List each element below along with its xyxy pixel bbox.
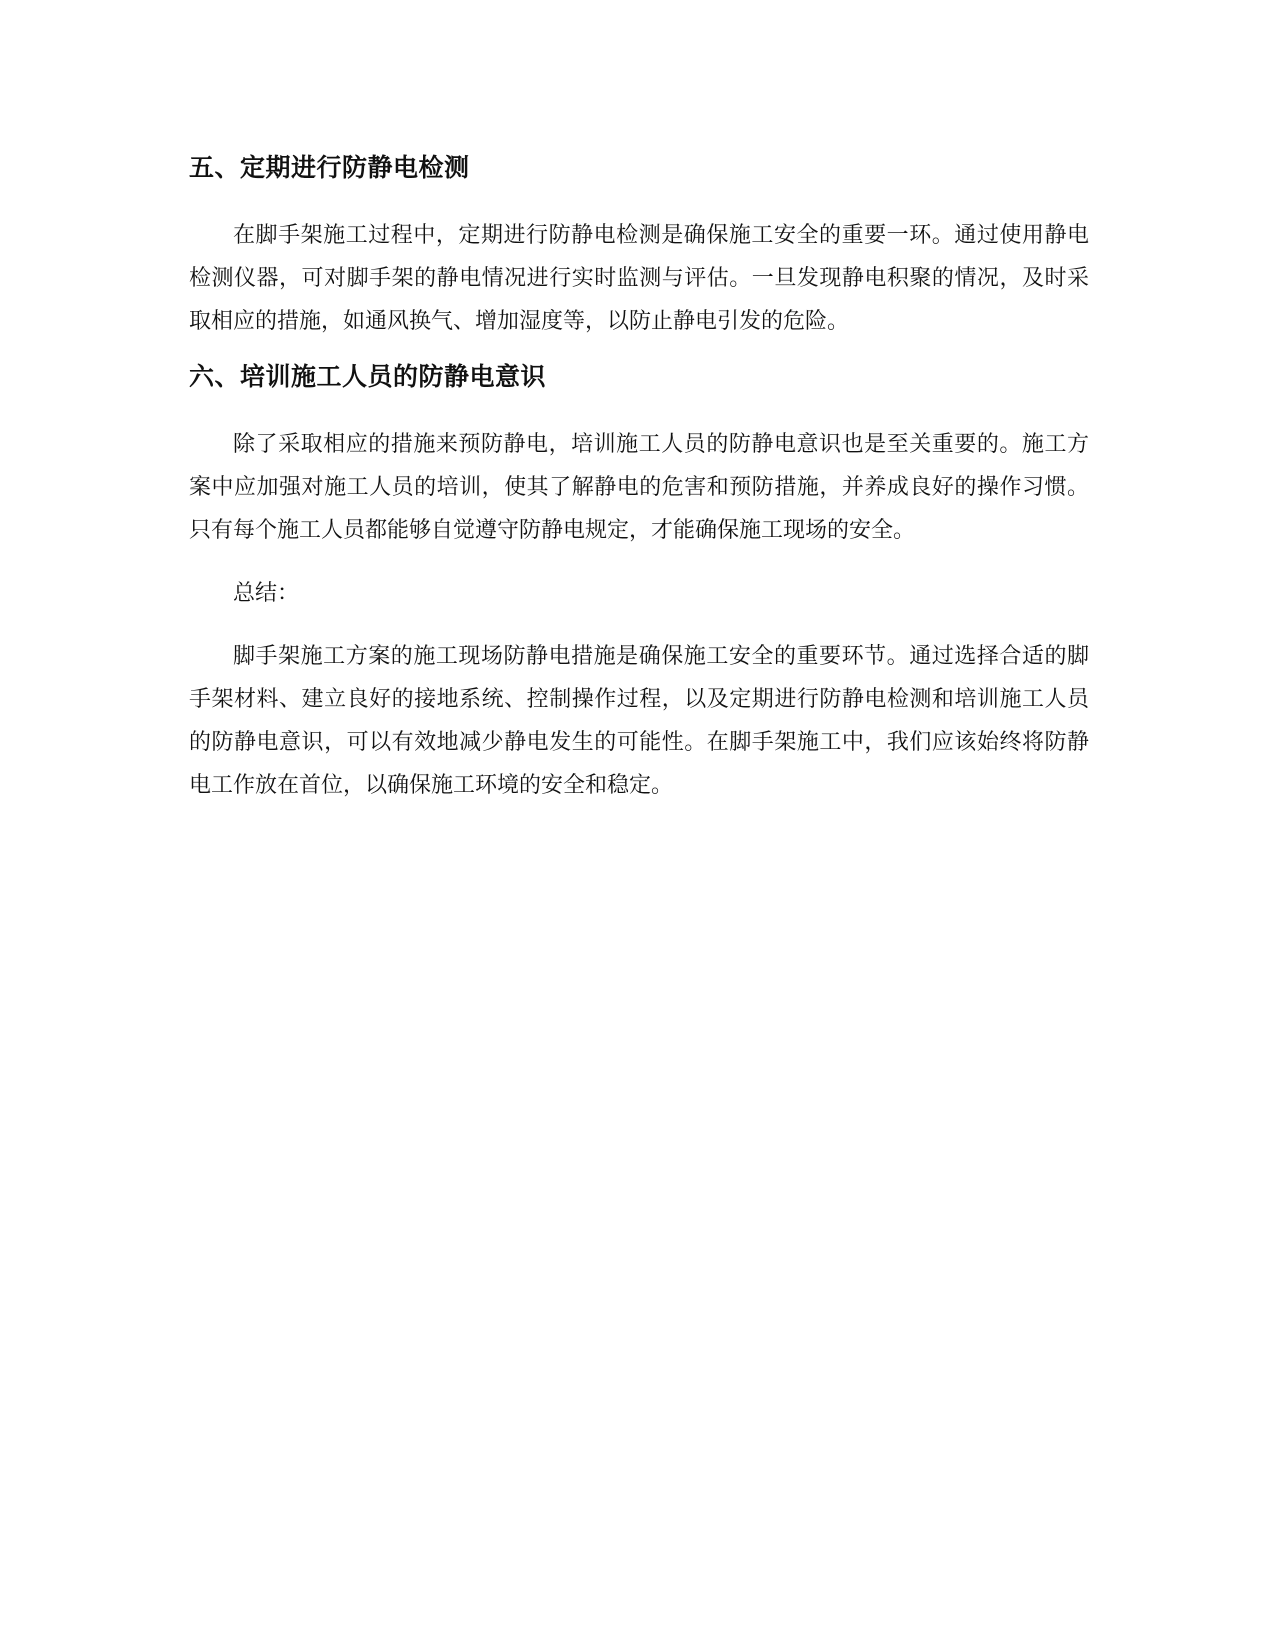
section-heading-5: 五、定期进行防静电检测 xyxy=(189,153,470,182)
summary-label: 总结： xyxy=(233,581,300,606)
summary-paragraph: 脚手架施工方案的施工现场防静电措施是确保施工安全的重要环节。通过选择合适的脚手架材料、建立良好的接地系统、控制操作过程，以及定期进行防静电检测和培训施工人员的防静电意识，可以有效地减少静电发生的可能性。在脚手架施工中，我们应该始终将防静电工作放在首位，以确保施工环境的安全和稳定。 xyxy=(189,644,1089,798)
section-paragraph-6: 除了采取相应的措施来预防静电，培训施工人员的防静电意识也是至关重要的。施工方案中应加强对施工人员的培训，使其了解静电的危害和预防措施，并养成良好的操作习惯。只有每个施工人员都能够自觉遵守防静电规定，才能确保施工现场的安全。 xyxy=(189,432,1089,543)
section-heading-6: 六、培训施工人员的防静电意识 xyxy=(189,362,547,391)
document-content xyxy=(189,148,1089,807)
section-paragraph-5: 在脚手架施工过程中，定期进行防静电检测是确保施工安全的重要一环。通过使用静电检测仪器，可对脚手架的静电情况进行实时监测与评估。一旦发现静电积聚的情况，及时采取相应的措施，如通风换气、增加湿度等，以防止静电引发的危险。 xyxy=(189,223,1089,334)
